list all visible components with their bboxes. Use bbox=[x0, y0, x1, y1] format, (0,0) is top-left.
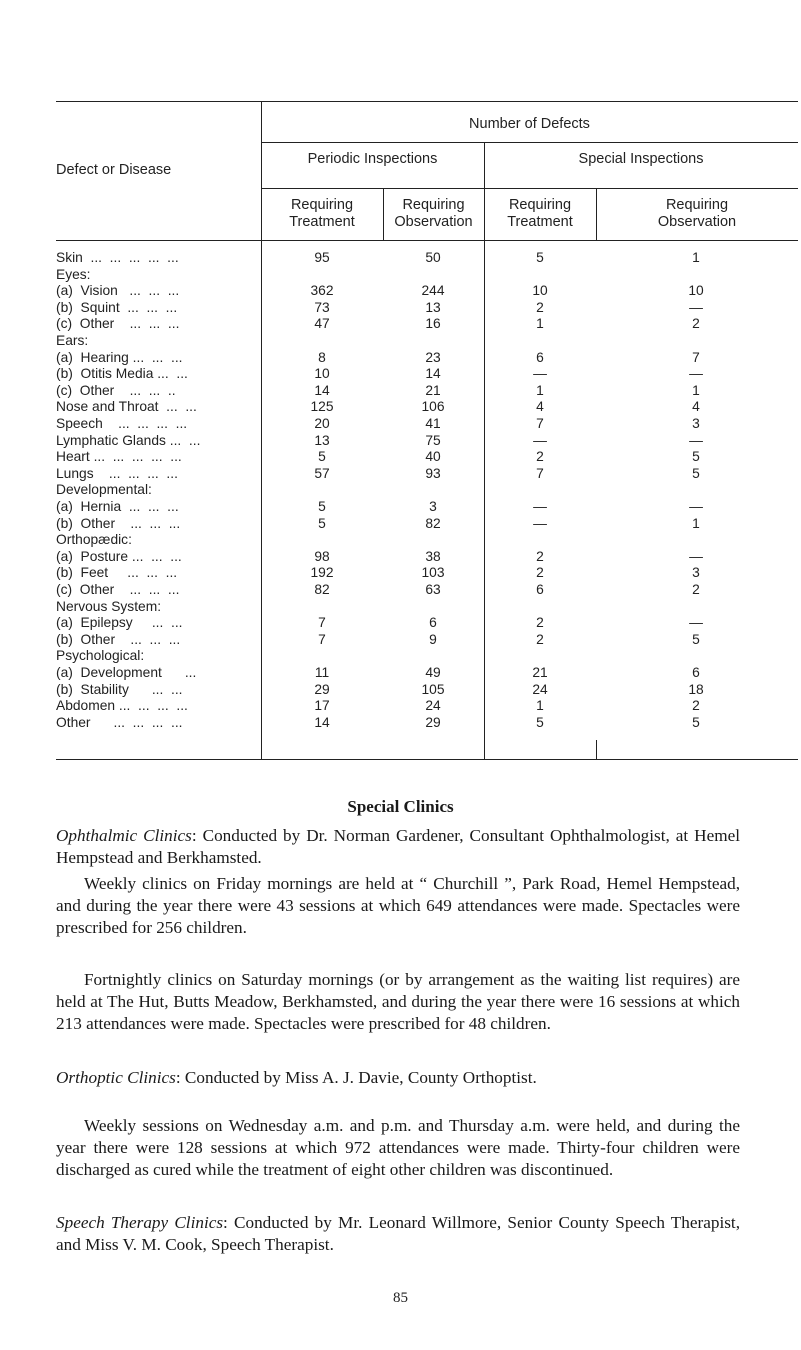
row-label: (a) Vision ... ... ... bbox=[56, 283, 180, 299]
periodic-observation-cell: 40 bbox=[425, 449, 441, 465]
periodic-treatment-cell: 5 bbox=[318, 499, 326, 514]
row-label: Psychological: bbox=[56, 648, 145, 664]
subheader-rule bbox=[261, 188, 798, 189]
table-row bbox=[56, 332, 799, 349]
periodic-observation-header: Requiring Observation bbox=[394, 197, 473, 230]
special-observation-cell: 10 bbox=[688, 283, 704, 299]
special-observation-cell: 1 bbox=[692, 515, 700, 531]
special-observation-cell: — bbox=[689, 432, 703, 448]
special-observation-cell: 7 bbox=[692, 349, 700, 365]
special-treatment-cell: 2 bbox=[536, 449, 544, 465]
special-observation-cell: 5 bbox=[692, 631, 700, 647]
special-treatment-cell: 10 bbox=[532, 283, 548, 299]
special-treatment-cell: 2 bbox=[536, 615, 544, 631]
row-label: Nervous System: bbox=[56, 598, 162, 614]
special-inspections-header: Special Inspections bbox=[578, 151, 704, 167]
special-treatment-cell: 2 bbox=[536, 631, 544, 647]
orthoptic-clinics-title: Orthoptic Clinics bbox=[56, 1068, 176, 1087]
special-treatment-cell: — bbox=[533, 366, 547, 382]
periodic-observation-cell: 106 bbox=[421, 399, 445, 415]
special-observation-cell: 4 bbox=[692, 399, 700, 415]
table-row bbox=[56, 581, 799, 598]
table-row bbox=[56, 249, 799, 266]
special-treatment-cell: 1 bbox=[536, 698, 544, 714]
special-treatment-cell: 1 bbox=[536, 382, 544, 398]
special-treatment-cell: — bbox=[533, 515, 547, 531]
periodic-observation-cell: 50 bbox=[425, 250, 441, 265]
periodic-observation-cell: 6 bbox=[429, 615, 437, 631]
periodic-treatment-cell: 95 bbox=[314, 250, 330, 265]
periodic-treatment-cell: 8 bbox=[318, 349, 326, 365]
number-of-defects-header: Number of Defects bbox=[469, 116, 590, 132]
table-row bbox=[56, 647, 799, 664]
row-label: (b) Other ... ... ... bbox=[56, 631, 181, 647]
row-label: (c) Other ... ... ... bbox=[56, 316, 180, 332]
defects-table bbox=[56, 100, 799, 760]
table-row bbox=[56, 432, 799, 449]
special-observation-cell: 5 bbox=[692, 714, 700, 730]
row-label: Ears: bbox=[56, 333, 89, 348]
row-label: Skin ... ... ... ... ... bbox=[56, 250, 179, 265]
special-observation-cell: 18 bbox=[688, 681, 704, 697]
row-label: Lymphatic Glands ... ... bbox=[56, 432, 201, 448]
periodic-treatment-cell: 57 bbox=[314, 465, 330, 481]
speech-therapy-title: Speech Therapy Clinics bbox=[56, 1213, 224, 1232]
table-row bbox=[56, 664, 799, 681]
paragraph-speech-therapy bbox=[56, 1212, 740, 1256]
ophthalmic-clinics-title: Ophthalmic Clinics bbox=[56, 826, 192, 845]
special-treatment-cell: 4 bbox=[536, 399, 544, 415]
page-number: 85 bbox=[393, 1290, 408, 1306]
row-label: (c) Other ... ... .. bbox=[56, 382, 176, 398]
periodic-observation-cell: 23 bbox=[425, 349, 441, 365]
periodic-treatment-cell: 7 bbox=[318, 631, 326, 647]
row-label: (b) Stability ... ... bbox=[56, 681, 183, 697]
periodic-treatment-cell: 20 bbox=[314, 416, 330, 431]
special-observation-cell: 2 bbox=[692, 316, 700, 332]
periodic-observation-cell: 105 bbox=[421, 681, 445, 697]
row-label: Other ... ... ... ... bbox=[56, 714, 183, 730]
special-observation-cell: 2 bbox=[692, 582, 700, 597]
table-row bbox=[56, 481, 799, 498]
periodic-observation-cell: 103 bbox=[421, 565, 445, 581]
row-label: (b) Squint ... ... ... bbox=[56, 299, 178, 315]
row-label: (a) Hearing ... ... ... bbox=[56, 349, 183, 365]
row-label: Abdomen ... ... ... ... bbox=[56, 698, 188, 714]
periodic-treatment-cell: 73 bbox=[314, 299, 330, 315]
special-observation-cell: — bbox=[689, 366, 703, 382]
periodic-observation-cell: 13 bbox=[425, 299, 441, 315]
table-row bbox=[56, 548, 799, 565]
periodic-observation-cell: 16 bbox=[425, 316, 441, 332]
periodic-observation-cell: 21 bbox=[425, 382, 441, 398]
table-row bbox=[56, 598, 799, 615]
table-row bbox=[56, 448, 799, 465]
special-treatment-cell: 2 bbox=[536, 565, 544, 581]
special-treatment-cell: 7 bbox=[536, 465, 544, 481]
row-label: (a) Development ... bbox=[56, 665, 197, 680]
row-label: Lungs ... ... ... ... bbox=[56, 465, 178, 481]
table-row bbox=[56, 465, 799, 482]
periodic-treatment-cell: 14 bbox=[314, 382, 330, 398]
table-row bbox=[56, 681, 799, 698]
periodic-treatment-cell: 5 bbox=[318, 515, 326, 531]
row-label: Nose and Throat ... ... bbox=[56, 399, 197, 415]
weekly-clinics-text: Weekly clinics on Friday mornings are held at “ Churchill ”, Park Road, Hemel Hempstead, and during the year there were 43 sessions at which 649 attendances were made. Spectacles were prescribed for 256 children. bbox=[56, 874, 740, 937]
table-row bbox=[56, 415, 799, 432]
paragraph-orthoptic-sessions bbox=[56, 1115, 740, 1181]
row-label: (c) Other ... ... ... bbox=[56, 582, 180, 597]
table-row bbox=[56, 382, 799, 399]
periodic-treatment-cell: 47 bbox=[314, 316, 330, 332]
row-label: (a) Posture ... ... ... bbox=[56, 548, 182, 564]
table-row bbox=[56, 266, 799, 283]
special-treatment-cell: 6 bbox=[536, 349, 544, 365]
ophthalmic-clinics-text: : Conducted by Dr. Norman Gardener, Consultant Ophthalmologist, at Hemel Hempstead and Berkhamsted. bbox=[56, 826, 740, 867]
periodic-treatment-cell: 17 bbox=[314, 698, 330, 714]
table-row bbox=[56, 299, 799, 316]
special-treatment-cell: 24 bbox=[532, 681, 548, 697]
special-treatment-cell: — bbox=[533, 432, 547, 448]
row-label: Speech ... ... ... ... bbox=[56, 416, 188, 431]
special-observation-cell: 1 bbox=[692, 250, 700, 265]
special-treatment-header: Requiring Treatment bbox=[507, 197, 573, 230]
special-observation-cell: 2 bbox=[692, 698, 700, 714]
header-bottom-rule bbox=[56, 240, 798, 241]
special-treatment-cell: 21 bbox=[532, 665, 548, 680]
row-label: Orthopædic: bbox=[56, 532, 132, 548]
orthoptic-clinics-text: : Conducted by Miss A. J. Davie, County Orthoptist. bbox=[175, 1068, 537, 1087]
special-observation-cell: 5 bbox=[692, 449, 700, 465]
periodic-treatment-cell: 14 bbox=[314, 714, 330, 730]
periodic-treatment-cell: 29 bbox=[314, 681, 330, 697]
defect-column-header: Defect or Disease bbox=[56, 162, 172, 178]
row-label: (b) Feet ... ... ... bbox=[56, 565, 178, 581]
periodic-treatment-cell: 362 bbox=[310, 283, 334, 299]
periodic-treatment-cell: 10 bbox=[314, 366, 330, 382]
table-row bbox=[56, 614, 799, 631]
special-treatment-cell: 1 bbox=[536, 316, 544, 332]
periodic-treatment-cell: 192 bbox=[310, 565, 334, 581]
paragraph-orthoptic bbox=[56, 1067, 740, 1089]
periodic-observation-cell: 93 bbox=[425, 465, 441, 481]
paragraph-weekly-clinics bbox=[56, 873, 740, 939]
fortnightly-clinics-text: Fortnightly clinics on Saturday mornings (or by arrangement as the waiting list requires) are held at The Hut, Butts Meadow, Berkhamsted, and during the year there were 16 sessions at which 213 attendances were made. Spectacles were prescribed for 48 children. bbox=[56, 970, 740, 1033]
orthoptic-sessions-text: Weekly sessions on Wednesday a.m. and p.m. and Thursday a.m. were held, and during the year there were 128 sessions at which 972 attendances were made. Thirty-four children were discharged as cured while the treatment of eight other children was discontinued. bbox=[56, 1116, 740, 1179]
table-row bbox=[56, 282, 799, 299]
row-label: Developmental: bbox=[56, 482, 152, 498]
periodic-treatment-cell: 82 bbox=[314, 582, 330, 597]
special-observation-cell: — bbox=[689, 615, 703, 631]
periodic-observation-cell: 29 bbox=[425, 714, 441, 730]
periodic-treatment-cell: 13 bbox=[314, 432, 330, 448]
speech-therapy-text: : Conducted by Mr. Leonard Willmore, Senior County Speech Therapist, and Miss V. M. Cook, Speech Therapist. bbox=[56, 1213, 741, 1254]
periodic-observation-cell: 63 bbox=[425, 582, 441, 597]
row-label: Heart ... ... ... ... ... bbox=[56, 449, 182, 465]
special-treatment-cell: 5 bbox=[536, 714, 544, 730]
row-label: (b) Other ... ... ... bbox=[56, 515, 181, 531]
row-label: Eyes: bbox=[56, 266, 91, 282]
special-treatment-cell: — bbox=[533, 499, 547, 514]
periodic-inspections-header: Periodic Inspections bbox=[307, 151, 438, 167]
table-row bbox=[56, 349, 799, 366]
table-row bbox=[56, 315, 799, 332]
paragraph-fortnightly-clinics bbox=[56, 969, 740, 1035]
special-treatment-cell: 2 bbox=[536, 548, 544, 564]
row-label: (a) Hernia ... ... ... bbox=[56, 499, 179, 514]
table-row bbox=[56, 697, 799, 714]
special-treatment-cell: 7 bbox=[536, 416, 544, 431]
periodic-observation-cell: 9 bbox=[429, 631, 437, 647]
periodic-observation-cell: 38 bbox=[425, 548, 441, 564]
special-observation-cell: — bbox=[689, 548, 703, 564]
periodic-treatment-cell: 11 bbox=[314, 665, 330, 680]
paragraph-ophthalmic bbox=[56, 825, 740, 869]
special-observation-cell: 6 bbox=[692, 665, 700, 680]
table-top-rule bbox=[56, 101, 798, 102]
table-row bbox=[56, 365, 799, 382]
group-header-rule bbox=[261, 142, 798, 143]
periodic-treatment-cell: 7 bbox=[318, 615, 326, 631]
table-bottom-rule bbox=[56, 759, 798, 760]
table-row bbox=[56, 564, 799, 581]
special-observation-cell: 1 bbox=[692, 382, 700, 398]
periodic-observation-cell: 14 bbox=[425, 366, 441, 382]
periodic-observation-cell: 82 bbox=[425, 515, 441, 531]
special-treatment-cell: 6 bbox=[536, 582, 544, 597]
special-observation-cell: 3 bbox=[692, 416, 700, 431]
periodic-observation-cell: 41 bbox=[425, 416, 441, 431]
table-row bbox=[56, 631, 799, 648]
periodic-treatment-cell: 98 bbox=[314, 548, 330, 564]
periodic-treatment-cell: 5 bbox=[318, 449, 326, 465]
special-treatment-cell: 2 bbox=[536, 299, 544, 315]
periodic-observation-cell: 24 bbox=[425, 698, 441, 714]
periodic-observation-cell: 3 bbox=[429, 499, 437, 514]
periodic-observation-cell: 49 bbox=[425, 665, 441, 680]
special-treatment-cell: 5 bbox=[536, 250, 544, 265]
periodic-treatment-cell: 125 bbox=[310, 399, 334, 415]
table-row bbox=[56, 515, 799, 532]
section-heading: Special Clinics bbox=[347, 797, 454, 816]
row-label: (a) Epilepsy ... ... bbox=[56, 615, 183, 631]
special-observation-cell: — bbox=[689, 299, 703, 315]
special-observation-cell: 3 bbox=[692, 565, 700, 581]
special-observation-header: Requiring Observation bbox=[657, 197, 737, 230]
special-observation-cell: 5 bbox=[692, 465, 700, 481]
row-label: (b) Otitis Media ... ... bbox=[56, 366, 188, 382]
col-divider-4-lower bbox=[596, 740, 597, 759]
special-observation-cell: — bbox=[689, 499, 703, 514]
table-row bbox=[56, 714, 799, 731]
table-row bbox=[56, 398, 799, 415]
periodic-observation-cell: 244 bbox=[421, 283, 445, 299]
periodic-observation-cell: 75 bbox=[425, 432, 441, 448]
periodic-treatment-header: Requiring Treatment bbox=[289, 197, 355, 230]
table-row bbox=[56, 498, 799, 515]
table-row bbox=[56, 531, 799, 548]
